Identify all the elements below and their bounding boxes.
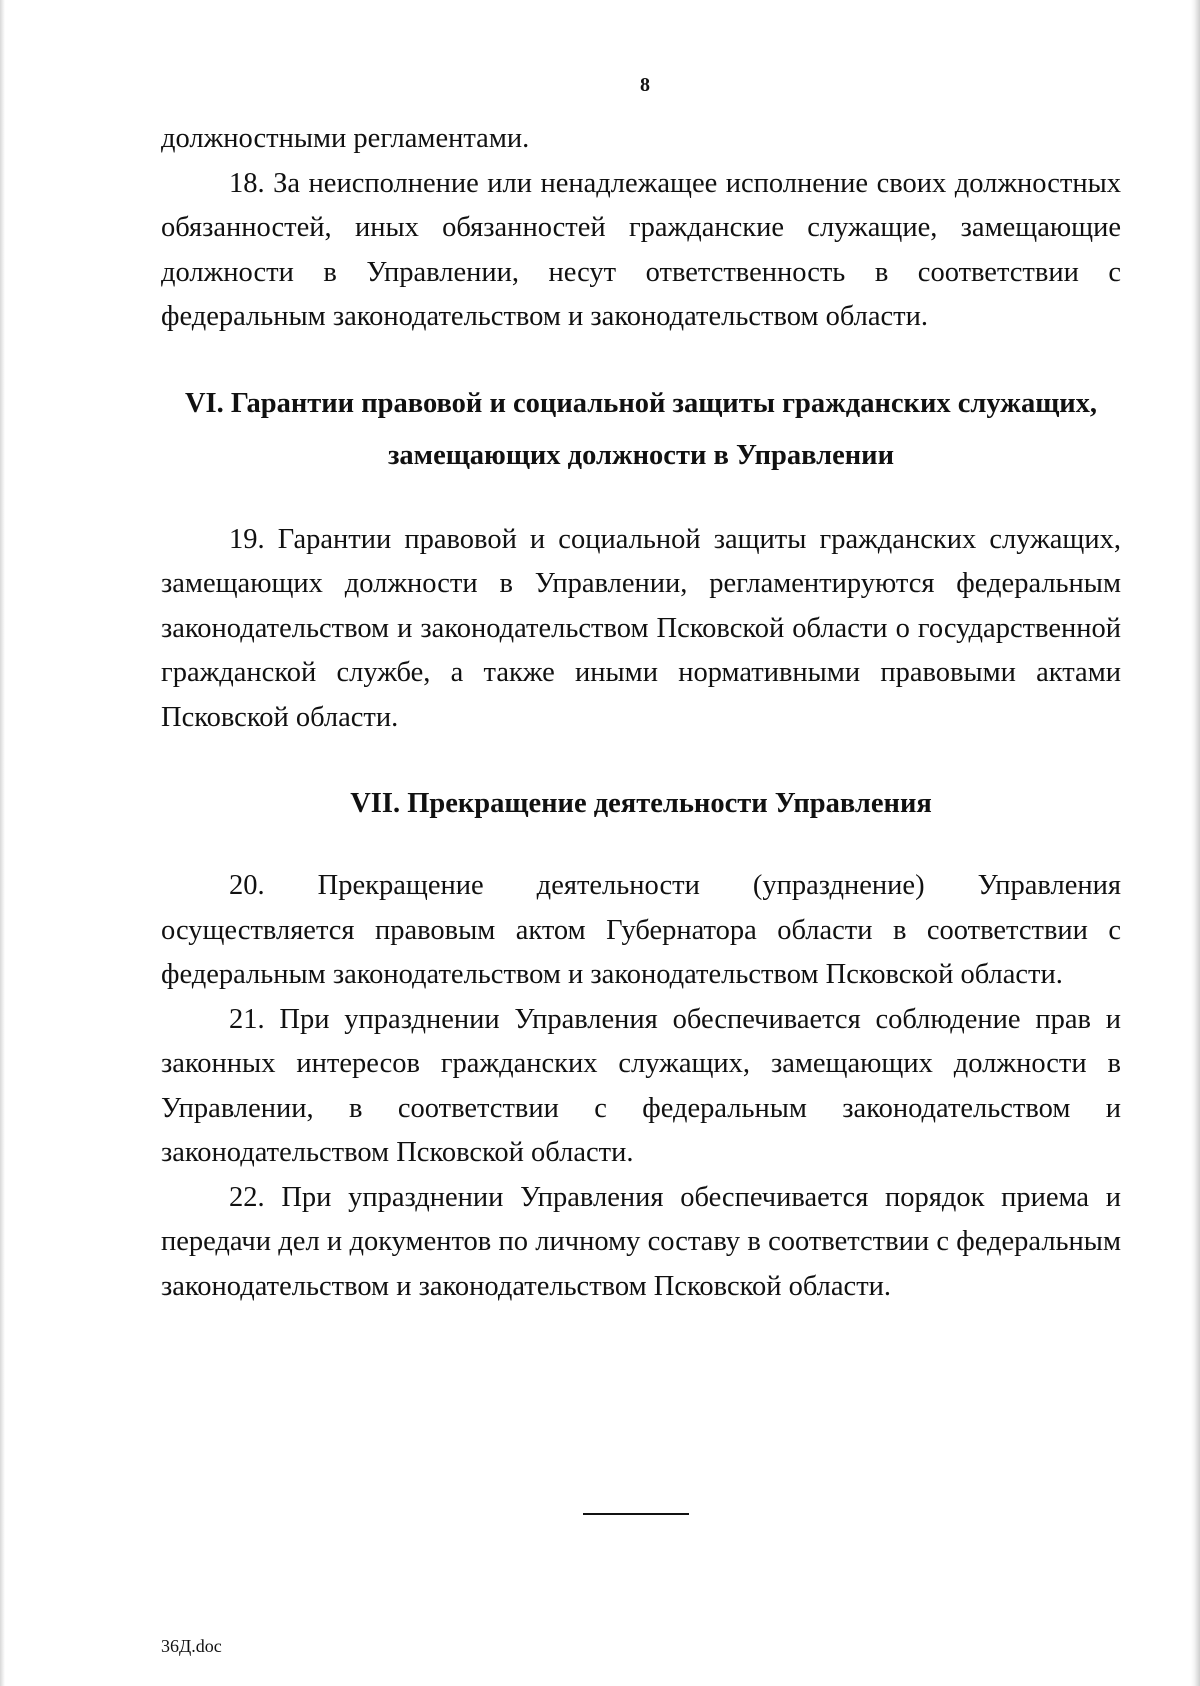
paragraph-20: 20. Прекращение деятельности (упразднение) Управления осуществляется правовым актом Губернатора области в соответствии с федеральным законодательством и законодательством Псковской области. <box>161 870 1121 990</box>
scan-edge-left <box>0 0 5 1686</box>
paragraph-22: 22. При упразднении Управления обеспечивается порядок приема и передачи дел и документов по личному составу в соответствии с федеральным законодательством и законодательством Псковской области. <box>161 1181 1121 1302</box>
section-6-heading <box>161 378 1121 482</box>
footer-filename: 36Д.doc <box>161 1636 222 1656</box>
paragraph-18: 18. За неисполнение или ненадлежащее исполнение своих должностных обязанностей, иных обязанностей гражданские служащие, замещающие должности в Управлении, несут ответственность в соответствии с федеральным законодательством и законодательством области. <box>161 167 1121 332</box>
section-6-heading-line-1: VI. Гарантии правовой и социальной защиты гражданских служащих, <box>184 387 1098 419</box>
scan-edge-right <box>1191 0 1200 1686</box>
paragraph-19: 19. Гарантии правовой и социальной защиты гражданских служащих, замещающих должности в Управлении, регламентируются федеральным законодательством и законодательством Псковской области о государственной гражданской службе, а также иными нормативными правовыми актами Псковской области. <box>161 523 1121 733</box>
section-7-heading: VII. Прекращение деятельности Управления <box>350 788 932 819</box>
end-of-document-rule <box>583 1513 689 1515</box>
section-6-heading-line-2: замещающих должности в Управлении <box>387 439 895 471</box>
page-number: 8 <box>640 74 650 96</box>
continuation-paragraph: должностными регламентами. <box>161 123 530 154</box>
document-body <box>161 117 1121 1309</box>
paragraph-21: 21. При упразднении Управления обеспечивается соблюдение прав и законных интересов гражданских служащих, замещающих должности в Управлении, в соответствии с федеральным законодательством и законодательством Псковской области. <box>161 1003 1121 1168</box>
